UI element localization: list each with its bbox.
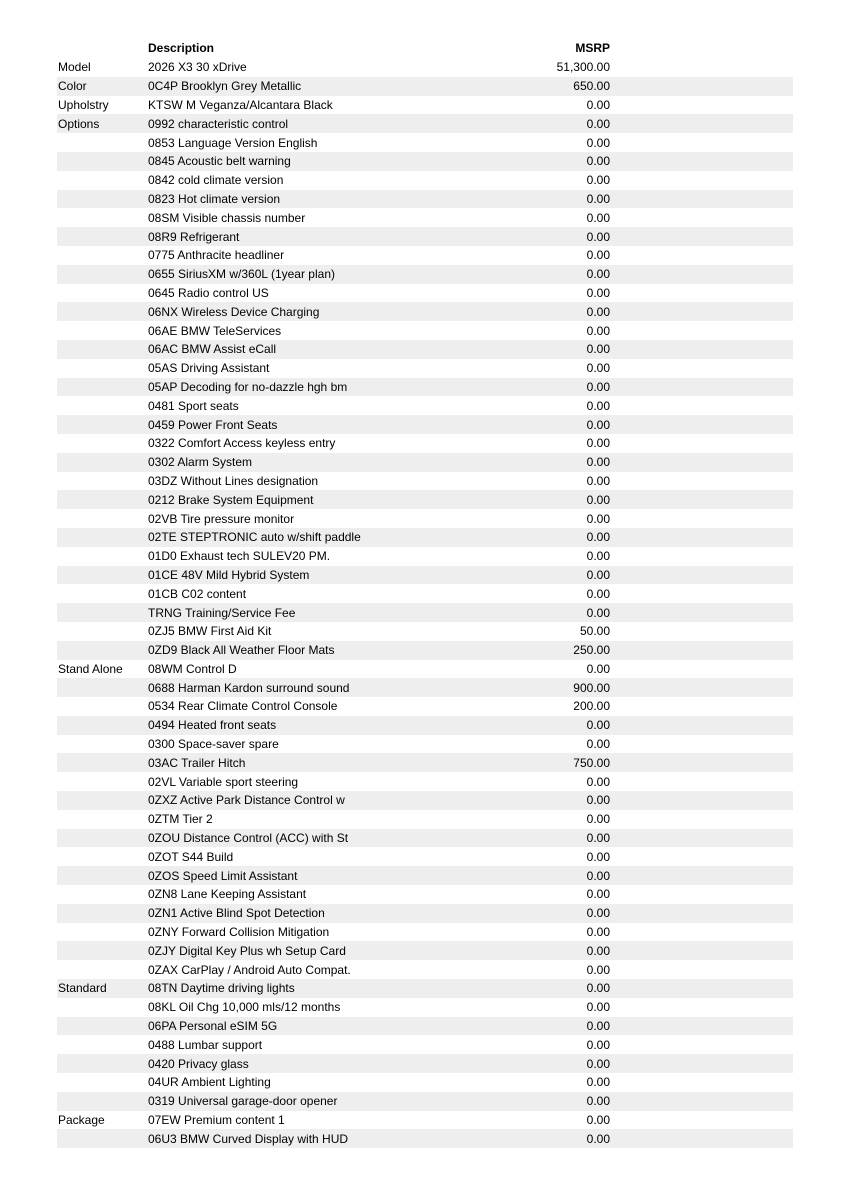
- msrp-cell: 0.00: [586, 774, 610, 789]
- msrp-cell: 0.00: [586, 135, 610, 150]
- table-row: [57, 735, 793, 754]
- table-row: [57, 829, 793, 848]
- msrp-cell: 0.00: [586, 323, 610, 338]
- table-row: [57, 1129, 793, 1148]
- msrp-cell: 900.00: [573, 680, 610, 695]
- table-row: [57, 208, 793, 227]
- header-msrp: MSRP: [575, 41, 610, 55]
- msrp-cell: 0.00: [586, 248, 610, 263]
- category-cell: Model: [58, 60, 91, 75]
- msrp-cell: 0.00: [586, 154, 610, 169]
- description-cell: 0ZOT S44 Build: [148, 849, 234, 864]
- description-cell: 06AC BMW Assist eCall: [148, 342, 277, 357]
- description-cell: 0300 Space-saver spare: [148, 737, 279, 752]
- msrp-cell: 0.00: [586, 285, 610, 300]
- table-row: [57, 396, 793, 415]
- table-row: [57, 472, 793, 491]
- msrp-cell: 0.00: [586, 661, 610, 676]
- description-cell: 0322 Comfort Access keyless entry: [148, 436, 336, 451]
- description-cell: 02VL Variable sport steering: [148, 774, 299, 789]
- table-row: [57, 584, 793, 603]
- description-cell: 0842 cold climate version: [148, 173, 284, 188]
- table-row: [57, 641, 793, 660]
- description-cell: 2026 X3 30 xDrive: [148, 60, 247, 75]
- msrp-cell: 0.00: [586, 812, 610, 827]
- table-row: [57, 359, 793, 378]
- table-row: [57, 1092, 793, 1111]
- table-row: [57, 227, 793, 246]
- description-cell: 04UR Ambient Lighting: [148, 1075, 271, 1090]
- msrp-cell: 0.00: [586, 530, 610, 545]
- msrp-cell: 0.00: [586, 718, 610, 733]
- description-cell: 03DZ Without Lines designation: [148, 473, 319, 488]
- category-cell: Package: [58, 1113, 105, 1128]
- table-row: [57, 171, 793, 190]
- description-cell: 08KL Oil Chg 10,000 mls/12 months: [148, 1000, 341, 1015]
- msrp-cell: 0.00: [586, 793, 610, 808]
- description-cell: 0ZOS Speed Limit Assistant: [148, 868, 298, 883]
- description-cell: 0ZJ5 BMW First Aid Kit: [148, 624, 272, 639]
- options-table-body: [57, 58, 793, 1148]
- description-cell: 0481 Sport seats: [148, 398, 239, 413]
- description-cell: 0645 Radio control US: [148, 285, 269, 300]
- table-row: [57, 998, 793, 1017]
- table-row: [57, 753, 793, 772]
- table-row: [57, 1035, 793, 1054]
- table-row: [57, 321, 793, 340]
- description-cell: 0ZTM Tier 2: [148, 812, 213, 827]
- description-cell: 0845 Acoustic belt warning: [148, 154, 291, 169]
- description-cell: 0775 Anthracite headliner: [148, 248, 285, 263]
- table-row: [57, 678, 793, 697]
- msrp-cell: 0.00: [586, 191, 610, 206]
- msrp-cell: 0.00: [586, 1094, 610, 1109]
- table-row: [57, 434, 793, 453]
- description-cell: 06PA Personal eSIM 5G: [148, 1019, 278, 1034]
- description-cell: 0488 Lumbar support: [148, 1037, 263, 1052]
- msrp-cell: 0.00: [586, 473, 610, 488]
- msrp-cell: 51,300.00: [556, 60, 610, 75]
- table-row: [57, 96, 793, 115]
- msrp-cell: 0.00: [586, 492, 610, 507]
- msrp-cell: 0.00: [586, 1000, 610, 1015]
- description-cell: 0ZN1 Active Blind Spot Detection: [148, 906, 325, 921]
- category-cell: Stand Alone: [58, 661, 123, 676]
- msrp-cell: 0.00: [586, 868, 610, 883]
- description-cell: 0212 Brake System Equipment: [148, 492, 314, 507]
- msrp-cell: 750.00: [573, 755, 610, 770]
- table-row: [57, 453, 793, 472]
- description-cell: 08SM Visible chassis number: [148, 210, 306, 225]
- msrp-cell: 0.00: [586, 549, 610, 564]
- description-cell: 0319 Universal garage-door opener: [148, 1094, 338, 1109]
- msrp-cell: 0.00: [586, 906, 610, 921]
- description-cell: 02TE STEPTRONIC auto w/shift paddle: [148, 530, 361, 545]
- msrp-cell: 0.00: [586, 925, 610, 940]
- msrp-cell: 0.00: [586, 605, 610, 620]
- vehicle-options-table: [57, 38, 793, 1148]
- table-row: [57, 697, 793, 716]
- table-header-row: [57, 38, 793, 58]
- table-row: [57, 547, 793, 566]
- msrp-cell: 0.00: [586, 417, 610, 432]
- table-row: [57, 847, 793, 866]
- table-row: [57, 490, 793, 509]
- description-cell: 01CE 48V Mild Hybrid System: [148, 567, 310, 582]
- table-row: [57, 904, 793, 923]
- msrp-cell: 0.00: [586, 849, 610, 864]
- table-row: [57, 415, 793, 434]
- table-row: [57, 866, 793, 885]
- table-row: [57, 810, 793, 829]
- msrp-cell: 0.00: [586, 398, 610, 413]
- table-row: [57, 190, 793, 209]
- msrp-cell: 0.00: [586, 962, 610, 977]
- description-cell: 08TN Daytime driving lights: [148, 981, 295, 996]
- table-row: [57, 885, 793, 904]
- table-row: [57, 603, 793, 622]
- msrp-cell: 0.00: [586, 586, 610, 601]
- description-cell: 0823 Hot climate version: [148, 191, 281, 206]
- description-cell: 0302 Alarm System: [148, 455, 253, 470]
- description-cell: 08WM Control D: [148, 661, 237, 676]
- table-row: [57, 340, 793, 359]
- description-cell: 0688 Harman Kardon surround sound: [148, 680, 350, 695]
- msrp-cell: 0.00: [586, 1037, 610, 1052]
- description-cell: 05AP Decoding for no-dazzle hgh bm: [148, 379, 348, 394]
- description-cell: 0420 Privacy glass: [148, 1056, 249, 1071]
- msrp-cell: 0.00: [586, 887, 610, 902]
- msrp-cell: 0.00: [586, 1056, 610, 1071]
- table-row: [57, 152, 793, 171]
- description-cell: 0ZN8 Lane Keeping Assistant: [148, 887, 307, 902]
- table-row: [57, 509, 793, 528]
- description-cell: 0494 Heated front seats: [148, 718, 277, 733]
- description-cell: KTSW M Veganza/Alcantara Black: [148, 97, 333, 112]
- table-row: [57, 284, 793, 303]
- category-cell: Upholstry: [58, 97, 109, 112]
- msrp-cell: 0.00: [586, 981, 610, 996]
- msrp-cell: 0.00: [586, 210, 610, 225]
- msrp-cell: 0.00: [586, 229, 610, 244]
- table-row: [57, 1017, 793, 1036]
- description-cell: 0ZD9 Black All Weather Floor Mats: [148, 643, 335, 658]
- description-cell: 06NX Wireless Device Charging: [148, 304, 320, 319]
- msrp-cell: 250.00: [573, 643, 610, 658]
- msrp-cell: 0.00: [586, 304, 610, 319]
- msrp-cell: 0.00: [586, 1019, 610, 1034]
- table-row: [57, 246, 793, 265]
- description-cell: 0ZAX CarPlay / Android Auto Compat.: [148, 962, 351, 977]
- category-cell: Options: [58, 116, 100, 131]
- msrp-cell: 0.00: [586, 116, 610, 131]
- description-cell: 0992 characteristic control: [148, 116, 289, 131]
- table-row: [57, 566, 793, 585]
- msrp-cell: 0.00: [586, 831, 610, 846]
- description-cell: 01CB C02 content: [148, 586, 247, 601]
- description-cell: TRNG Training/Service Fee: [148, 605, 296, 620]
- table-row: [57, 1054, 793, 1073]
- msrp-cell: 0.00: [586, 1131, 610, 1146]
- table-row: [57, 772, 793, 791]
- description-cell: 0C4P Brooklyn Grey Metallic: [148, 79, 302, 94]
- table-row: [57, 1073, 793, 1092]
- msrp-cell: 0.00: [586, 511, 610, 526]
- category-cell: Standard: [58, 981, 107, 996]
- description-cell: 0534 Rear Climate Control Console: [148, 699, 338, 714]
- description-cell: 0ZJY Digital Key Plus wh Setup Card: [148, 943, 346, 958]
- msrp-cell: 0.00: [586, 342, 610, 357]
- table-row: [57, 77, 793, 96]
- msrp-cell: 0.00: [586, 436, 610, 451]
- description-cell: 05AS Driving Assistant: [148, 361, 270, 376]
- table-row: [57, 114, 793, 133]
- table-row: [57, 302, 793, 321]
- table-row: [57, 133, 793, 152]
- table-row: [57, 941, 793, 960]
- table-row: [57, 960, 793, 979]
- msrp-cell: 0.00: [586, 267, 610, 282]
- description-cell: 07EW Premium content 1: [148, 1113, 285, 1128]
- description-cell: 02VB Tire pressure monitor: [148, 511, 295, 526]
- msrp-cell: 0.00: [586, 173, 610, 188]
- table-row: [57, 979, 793, 998]
- table-row: [57, 378, 793, 397]
- description-cell: 06AE BMW TeleServices: [148, 323, 282, 338]
- description-cell: 0ZOU Distance Control (ACC) with St: [148, 831, 349, 846]
- description-cell: 0853 Language Version English: [148, 135, 318, 150]
- description-cell: 0459 Power Front Seats: [148, 417, 278, 432]
- msrp-cell: 0.00: [586, 1075, 610, 1090]
- description-cell: 01D0 Exhaust tech SULEV20 PM.: [148, 549, 331, 564]
- msrp-cell: 650.00: [573, 79, 610, 94]
- msrp-cell: 0.00: [586, 943, 610, 958]
- description-cell: 03AC Trailer Hitch: [148, 755, 246, 770]
- table-row: [57, 1111, 793, 1130]
- table-row: [57, 58, 793, 77]
- description-cell: 0ZXZ Active Park Distance Control w: [148, 793, 345, 808]
- description-cell: 0655 SiriusXM w/360L (1year plan): [148, 267, 335, 282]
- table-row: [57, 716, 793, 735]
- msrp-cell: 0.00: [586, 97, 610, 112]
- msrp-cell: 200.00: [573, 699, 610, 714]
- description-cell: 0ZNY Forward Collision Mitigation: [148, 925, 330, 940]
- table-row: [57, 265, 793, 284]
- msrp-cell: 0.00: [586, 1113, 610, 1128]
- table-row: [57, 528, 793, 547]
- description-cell: 06U3 BMW Curved Display with HUD: [148, 1131, 349, 1146]
- table-row: [57, 791, 793, 810]
- table-row: [57, 622, 793, 641]
- category-cell: Color: [58, 79, 87, 94]
- table-row: [57, 660, 793, 679]
- msrp-cell: 0.00: [586, 361, 610, 376]
- msrp-cell: 0.00: [586, 379, 610, 394]
- table-row: [57, 923, 793, 942]
- description-cell: 08R9 Refrigerant: [148, 229, 240, 244]
- msrp-cell: 50.00: [579, 624, 610, 639]
- msrp-cell: 0.00: [586, 567, 610, 582]
- msrp-cell: 0.00: [586, 737, 610, 752]
- msrp-cell: 0.00: [586, 455, 610, 470]
- header-description: Description: [148, 41, 215, 55]
